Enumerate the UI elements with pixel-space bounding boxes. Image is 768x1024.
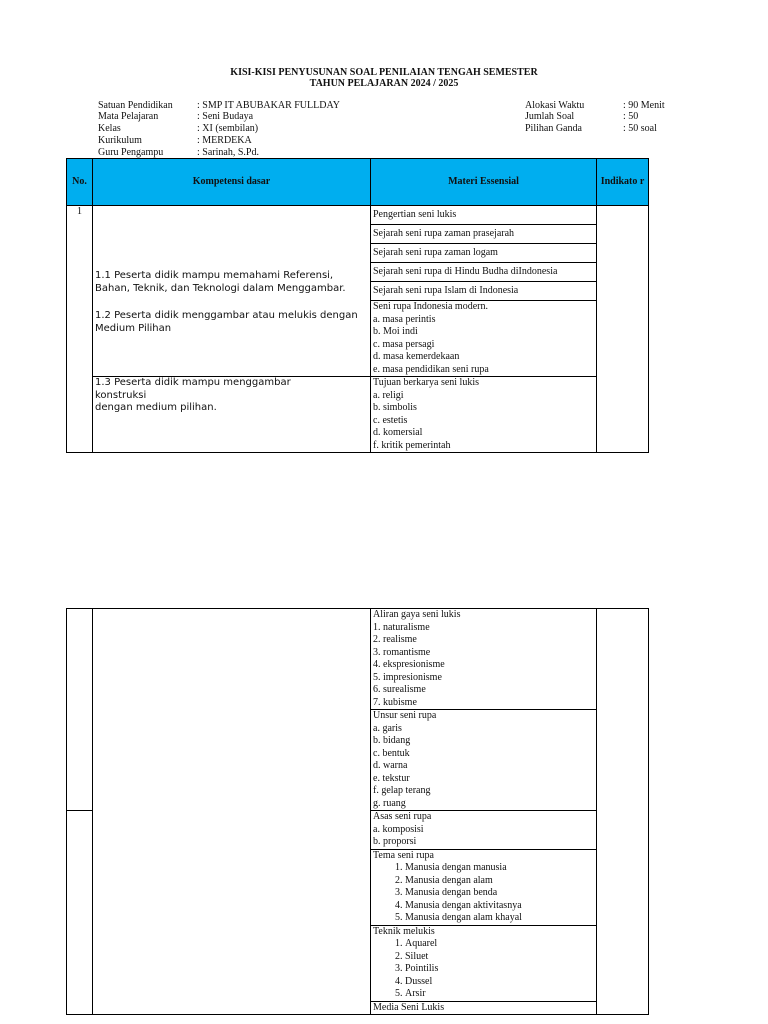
meta-label-mapel: Mata Pelajaran [98, 111, 159, 122]
materi-cell [371, 206, 597, 225]
list-item: b. proporsi [373, 836, 417, 847]
list-item: 2. Siluet [405, 951, 594, 964]
table-header-row [67, 159, 649, 206]
materi-title: Unsur seni rupa [373, 710, 437, 721]
document-title: KISI-KISI PENYUSUNAN SOAL PENILAIAN TENGAH SEMESTER [230, 67, 538, 78]
list-item: 4. Manusia dengan aktivitasnya [405, 900, 594, 913]
header-materi: Materi Essensial [371, 159, 597, 206]
materi-title: Teknik melukis [373, 925, 435, 937]
kompetensi-1-3-line: dengan medium pilihan. [95, 402, 217, 413]
materi-cell-media [371, 1001, 597, 1015]
meta-value-pg: : 50 soal [623, 123, 657, 134]
list-item: f. gelap terang [373, 785, 431, 796]
meta-value-alokasi: : 90 Menit [623, 100, 665, 111]
materi-cell [371, 263, 597, 282]
list-item: b. Moi indi [373, 326, 418, 337]
meta-label-guru: Guru Pengampu [98, 147, 164, 158]
indikator-cell [597, 206, 649, 453]
list-item: c. masa persagi [373, 338, 435, 350]
materi-text: Sejarah seni rupa zaman logam [373, 247, 498, 258]
header-no: No. [67, 159, 93, 206]
meta-label-kelas: Kelas [98, 123, 121, 134]
materi-cell-modern [371, 301, 597, 377]
list-item: 3. romantisme [373, 646, 431, 658]
meta-value-guru: : Sarinah, S.Pd. [197, 147, 259, 158]
number-cell [67, 811, 93, 1015]
table-row [67, 609, 649, 710]
list-item: f. kritik pemerintah [373, 439, 451, 451]
list-item: a. komposisi [373, 823, 424, 835]
materi-cell [371, 282, 597, 301]
list-item: a. garis [373, 722, 402, 734]
indikator-cell [597, 609, 649, 1015]
number-cell [67, 609, 93, 811]
materi-text: Sejarah seni rupa di Hindu Budha diIndonesia [373, 266, 558, 277]
kompetensi-1-3-line: konstruksi [95, 389, 147, 401]
list-item: b. bidang [373, 735, 411, 746]
meta-value-kelas: : XI (sembilan) [197, 123, 259, 134]
list-item: 5. Manusia dengan alam khayal [405, 912, 594, 925]
meta-label-alokasi: Alokasi Waktu [525, 100, 585, 111]
list-item: a. masa perintis [373, 313, 436, 325]
materi-title: Tema seni rupa [373, 849, 434, 861]
meta-value-mapel: : Seni Budaya [197, 111, 254, 122]
list-item: g. ruang [373, 797, 406, 809]
materi-text: Pengertian seni lukis [373, 209, 457, 220]
list-item: 4. Dussel [405, 976, 594, 989]
list-item: d. masa kemerdekaan [373, 351, 460, 362]
kompetensi-1-2: 1.2 Peserta didik menggambar atau melukis dengan Medium Pilihan [95, 310, 358, 334]
materi-title: Seni rupa Indonesia modern. [373, 301, 488, 312]
materi-text: Sejarah seni rupa Islam di Indonesia [373, 285, 519, 296]
meta-label-satuan: Satuan Pendidikan [98, 100, 173, 111]
list-item: c. estetis [373, 414, 408, 426]
kompetensi-cell-1 [93, 206, 371, 377]
list-item: 2. realisme [373, 634, 417, 645]
kompetensi-cell [93, 609, 371, 1015]
list-item: e. tekstur [373, 772, 410, 784]
list-item: 3. Manusia dengan benda [405, 887, 594, 900]
header-kompetensi: Kompetensi dasar [93, 159, 371, 206]
kisi-table-page2 [66, 608, 649, 1015]
materi-cell-asas [371, 811, 597, 850]
tema-list [373, 862, 594, 925]
list-item: 1. Aquarel [405, 938, 594, 951]
meta-label-jumlah: Jumlah Soal [525, 111, 575, 122]
materi-cell-tujuan [371, 377, 597, 453]
materi-title: Media Seni Lukis [373, 1001, 445, 1013]
materi-cell-teknik [371, 925, 597, 1001]
list-item: 1. Manusia dengan manusia [405, 862, 594, 875]
kisi-table-page1 [66, 158, 649, 453]
list-item: 7. kubisme [373, 696, 417, 708]
meta-label-pg: Pilihan Ganda [525, 123, 582, 134]
list-item: 5. impresionisme [373, 671, 442, 683]
meta-value-jumlah: : 50 [623, 111, 639, 122]
table-row [67, 377, 649, 453]
list-item: b. simbolis [373, 402, 417, 413]
list-item: 3. Pointilis [405, 963, 594, 976]
materi-text: Sejarah seni rupa zaman prasejarah [373, 228, 515, 239]
table-row [67, 206, 649, 225]
header-indikator: Indikato r [597, 159, 649, 206]
kompetensi-1-3-line: 1.3 Peserta didik mampu menggambar [95, 377, 291, 388]
list-item: 6. surealisme [373, 684, 426, 695]
materi-cell-unsur [371, 710, 597, 811]
kompetensi-1-1: 1.1 Peserta didik mampu memahami Referensi, Bahan, Teknik, dan Teknologi dalam Menggambar. [95, 270, 346, 294]
teknik-list [373, 938, 594, 1001]
meta-value-kurikulum: : MERDEKA [197, 135, 252, 146]
meta-value-satuan: : SMP IT ABUBAKAR FULLDAY [197, 100, 340, 111]
row-number: 1 [67, 206, 93, 453]
list-item: d. warna [373, 760, 408, 771]
list-item: 4. ekspresionisme [373, 659, 445, 670]
document-subtitle: TAHUN PELAJARAN 2024 / 2025 [309, 78, 459, 89]
materi-title: Asas seni rupa [373, 811, 432, 822]
meta-label-kurikulum: Kurikulum [98, 135, 142, 146]
kompetensi-cell-3 [93, 377, 371, 453]
list-item: 5. Arsir [405, 988, 594, 1001]
materi-cell [371, 244, 597, 263]
materi-cell-aliran [371, 609, 597, 710]
list-item: a. religi [373, 389, 404, 401]
list-item: 2. Manusia dengan alam [405, 875, 594, 888]
list-item: d. komersial [373, 427, 423, 438]
materi-title: Tujuan berkarya seni lukis [373, 377, 480, 388]
materi-cell-tema [371, 849, 597, 925]
materi-title: Aliran gaya seni lukis [373, 609, 461, 620]
list-item: 1. naturalisme [373, 621, 430, 633]
materi-cell [371, 225, 597, 244]
list-item: c. bentuk [373, 747, 410, 759]
list-item: e. masa pendidikan seni rupa [373, 363, 489, 375]
